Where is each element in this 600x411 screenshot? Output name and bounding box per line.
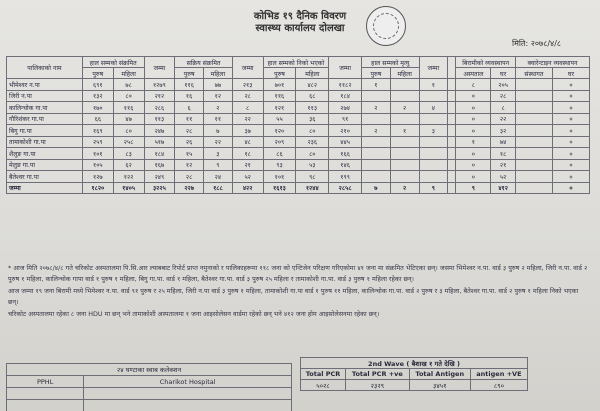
table-cell: ११६ xyxy=(175,79,204,91)
total-label: जम्मा xyxy=(7,182,83,194)
total-cell: ९ xyxy=(456,182,491,194)
table-cell: २५९ xyxy=(82,136,113,148)
wave-value: ३४५१ xyxy=(409,380,470,391)
table-cell: १५ xyxy=(175,148,204,160)
wave-value: २३२९ xyxy=(346,380,410,391)
municipality-name: मेलुङ गा.पा xyxy=(7,159,83,171)
table-cell: १८४ xyxy=(329,90,362,102)
total-cell: ७ xyxy=(362,182,391,194)
table-cell: १२१ xyxy=(263,102,296,114)
municipality-name: बिगु गा.पा xyxy=(7,125,83,137)
table-cell: १०५ xyxy=(82,159,113,171)
table-cell: २८ xyxy=(175,125,204,137)
table-cell: ० xyxy=(552,148,589,160)
table-cell: १ xyxy=(419,79,448,91)
table-cell: ११ xyxy=(204,113,233,125)
header-total: जम्मा xyxy=(329,57,362,79)
subheader-male: पुरुष xyxy=(175,68,204,79)
total-cell xyxy=(448,182,456,194)
table-cell: ० xyxy=(552,113,589,125)
subheader-hospital: अस्पताल xyxy=(456,68,491,79)
table-cell: ११८२ xyxy=(329,79,362,91)
table-cell: ८३ xyxy=(113,148,144,160)
table-cell: ० xyxy=(552,136,589,148)
total-cell: १६१३ xyxy=(263,182,296,194)
municipality-name: बैतेश्वर गा.पा xyxy=(7,171,83,183)
subheader-male: पुरुष xyxy=(82,68,113,79)
table-cell xyxy=(362,90,391,102)
table-cell xyxy=(448,148,456,160)
swab-cell xyxy=(84,400,292,411)
table-header-row xyxy=(7,57,590,68)
table-cell: २०५ xyxy=(491,79,516,91)
table-cell: १२ xyxy=(204,90,233,102)
table-cell: २६ xyxy=(175,136,204,148)
wave-table-title: 2nd Wave ( बैशाख १ गते देखि ) xyxy=(301,358,528,369)
total-cell: ३२२५ xyxy=(144,182,175,194)
total-cell: १८२० xyxy=(82,182,113,194)
swab-cell: Charikot Hospital xyxy=(84,376,292,388)
table-row xyxy=(7,148,590,160)
table-cell: १ xyxy=(390,125,419,137)
table-cell: १६९ xyxy=(82,125,113,137)
table-cell: ० xyxy=(552,125,589,137)
total-cell xyxy=(515,182,552,194)
table-cell: ० xyxy=(552,171,589,183)
table-cell: ० xyxy=(456,159,491,171)
table-cell: ५२ xyxy=(491,171,516,183)
header-deaths: हाल सम्मको मृत्यु xyxy=(362,57,419,68)
table-cell: ६२ xyxy=(113,159,144,171)
wave-header: Total Antigen xyxy=(409,369,470,380)
table-cell xyxy=(448,79,456,91)
wave-header: antigen +VE xyxy=(470,369,527,380)
table-cell: ६६ xyxy=(82,113,113,125)
note-paragraph: आज जम्मा १९ जना बिरामी मध्ये भिमेश्वर न.पा. वार्ड ९१ पुरुष र २५ महिला, जिरी न.पा वार्ड ३ पुरुष १ महिला, तामाकोशी गा.पा वार्ड १ पुरुष ११ महिला, कालिन्चोक गा.पा. वार्ड २ पुरुष र ३ महिला, बैतेश्वर गा.पा. वार्ड २ पुरुष १ महिला निको भएका छन्। xyxy=(8,287,579,306)
table-cell: २१३ xyxy=(232,79,263,91)
swab-collection-table xyxy=(6,363,292,411)
table-cell xyxy=(390,171,419,183)
note-paragraph: * आज मिति २०७८/४/८ गते चरिकोट अस्पतालमा पि.सि.आर ल्याबबाट रिपोर्ट प्राप्त नमुनाको र पालिकाहरूमा ११८ जना को एन्टिजेन परिक्षण गरिएकोमा ४१ जना मा संक्रमित भेटिएका छन्। जसमा भिमेश्वर न.पा. वार्ड ३ पुरुष २ महिला, जिरी न.पा. वार्ड २ पुरुष १ महिला, कालिन्चोक गापा वार्ड १ पुरुष १ महिला, बिगु गा.पा. वार्ड १ महिला, बैतेश्वर गा.पा. वार्ड ३ पुरुष २५ महिला र तामाकोशी गा.पा. वार्ड ३ पुरुष १ महिला रहेका छन्। xyxy=(8,264,588,283)
header-active: सक्रिय संक्रमित xyxy=(175,57,232,68)
table-cell: २२ xyxy=(232,113,263,125)
subheader-female: महिला xyxy=(204,68,233,79)
office-name: स्वास्थ्य कार्यालय दोलखा xyxy=(255,23,345,34)
table-cell: ३ xyxy=(204,148,233,160)
table-cell: १९९ xyxy=(329,171,362,183)
table-cell: ० xyxy=(552,90,589,102)
table-total-row xyxy=(7,182,590,194)
table-row xyxy=(7,159,590,171)
table-cell xyxy=(390,113,419,125)
table-cell: ३ xyxy=(419,125,448,137)
table-row xyxy=(7,113,590,125)
total-cell: २८५८ xyxy=(329,182,362,194)
municipality-name: गौरिशंकर गा.पा xyxy=(7,113,83,125)
table-cell: ३७ xyxy=(232,125,263,137)
total-cell: ४२२ xyxy=(232,182,263,194)
table-cell: ५५ xyxy=(263,113,296,125)
total-cell: १८८ xyxy=(204,182,233,194)
table-cell xyxy=(515,136,552,148)
table-cell xyxy=(419,159,448,171)
table-cell: १०१ xyxy=(263,171,296,183)
office-seal-icon xyxy=(366,6,406,46)
table-cell: २२ xyxy=(204,136,233,148)
swab-table-title: २४ घण्टाका स्वाब कलेक्शन xyxy=(7,364,292,376)
table-cell: ० xyxy=(552,159,589,171)
table-cell: ८० xyxy=(296,148,329,160)
table-cell: ४८२ xyxy=(296,79,329,91)
table-cell: १६६ xyxy=(329,148,362,160)
table-cell: २ xyxy=(362,102,391,114)
table-cell: ७ xyxy=(204,125,233,137)
municipality-name: कालिन्चोक गा.पा xyxy=(7,102,83,114)
table-cell: १ xyxy=(456,136,491,148)
municipality-name: भीमेश्वर न.पा xyxy=(7,79,83,91)
wave-value: ८९० xyxy=(470,380,527,391)
table-cell xyxy=(390,148,419,160)
table-cell: २२ xyxy=(491,113,516,125)
table-cell: ९८ xyxy=(296,171,329,183)
table-cell: ० xyxy=(456,113,491,125)
table-cell: ७४ xyxy=(491,136,516,148)
table-cell: २ xyxy=(204,102,233,114)
table-cell: १८ xyxy=(232,148,263,160)
table-cell: १८४ xyxy=(144,148,175,160)
table-cell: ३२ xyxy=(491,125,516,137)
table-cell: ५३ xyxy=(296,159,329,171)
table-cell: २ xyxy=(390,102,419,114)
table-cell xyxy=(419,136,448,148)
table-cell: १ xyxy=(362,79,391,91)
subheader-female: महिला xyxy=(296,68,329,79)
table-cell: ० xyxy=(552,102,589,114)
table-cell: १७० xyxy=(82,102,113,114)
table-cell: ३६ xyxy=(296,113,329,125)
table-cell: २१२ xyxy=(144,90,175,102)
table-cell xyxy=(515,171,552,183)
covid-summary-table xyxy=(6,56,590,194)
subheader-institutional: संस्थागत xyxy=(515,68,552,79)
table-cell xyxy=(448,102,456,114)
table-cell: २४ xyxy=(204,171,233,183)
subheader-female: महिला xyxy=(390,68,419,79)
table-cell: १६ xyxy=(175,90,204,102)
table-cell xyxy=(362,148,391,160)
header-patient-management: बिरामीको व्यवस्थापन xyxy=(456,57,516,68)
table-cell: ११३ xyxy=(296,102,329,114)
table-row xyxy=(7,90,590,102)
table-cell: ८ xyxy=(491,102,516,114)
table-cell: १३२ xyxy=(82,90,113,102)
table-cell xyxy=(390,136,419,148)
table-cell xyxy=(419,90,448,102)
table-cell: १८ xyxy=(491,148,516,160)
header-recovered: हाल सम्मको निको भएको xyxy=(263,57,329,68)
table-cell: १०१ xyxy=(82,148,113,160)
table-cell: २७४ xyxy=(329,102,362,114)
subheader-male: पुरुष xyxy=(362,68,391,79)
table-cell: ० xyxy=(456,125,491,137)
table-cell xyxy=(362,171,391,183)
table-cell: ११३ xyxy=(144,113,175,125)
swab-cell xyxy=(84,388,292,400)
table-cell: ८० xyxy=(113,125,144,137)
table-cell xyxy=(390,79,419,91)
table-cell: ० xyxy=(456,102,491,114)
table-cell xyxy=(515,148,552,160)
table-cell: ११ xyxy=(175,113,204,125)
table-row xyxy=(7,102,590,114)
note-paragraph: चरिकोट अस्पतालमा रहेका ८ जना HDU मा छन् भने तामाकोशी अस्पतालमा १ जना आइसोलेसन वार्डमा रहेको छन् भने ४१२ जना होम आइसोलेसनमा रहेका छन्। xyxy=(8,310,380,318)
table-cell: ११६ xyxy=(113,102,144,114)
table-cell: २४७ xyxy=(144,125,175,137)
table-cell xyxy=(515,102,552,114)
table-cell: ४४५ xyxy=(329,136,362,148)
table-cell: ४ xyxy=(419,102,448,114)
total-cell: १२४४ xyxy=(296,182,329,194)
total-cell: २२७ xyxy=(175,182,204,194)
total-cell: २ xyxy=(390,182,419,194)
table-cell: ८ xyxy=(456,79,491,91)
table-cell: २३६ xyxy=(296,136,329,148)
report-date: मिति: २०७८/४/८ xyxy=(512,39,562,48)
table-cell: १२२ xyxy=(113,171,144,183)
table-cell xyxy=(419,113,448,125)
table-cell: २८६ xyxy=(144,102,175,114)
table-row xyxy=(7,136,590,148)
municipality-name: तामाकोशी गा.पा xyxy=(7,136,83,148)
total-cell: १४०५ xyxy=(113,182,144,194)
table-cell: ७७ xyxy=(204,79,233,91)
table-cell: २८ xyxy=(175,171,204,183)
table-cell xyxy=(390,159,419,171)
table-cell: ६९१ xyxy=(82,79,113,91)
municipality-name: शैलुङ गा.पा xyxy=(7,148,83,160)
subheader-female: महिला xyxy=(113,68,144,79)
header-total: जम्मा xyxy=(232,57,263,79)
header-total: जम्मा xyxy=(419,57,448,79)
table-cell: २८ xyxy=(232,90,263,102)
table-cell xyxy=(362,113,391,125)
table-cell xyxy=(448,113,456,125)
table-cell: २ xyxy=(362,125,391,137)
table-cell: ५१७ xyxy=(144,136,175,148)
header-municipality: पालिकाको नाम xyxy=(7,57,83,79)
table-cell: २८ xyxy=(491,90,516,102)
table-cell: ७०१ xyxy=(263,79,296,91)
table-cell: ९३ xyxy=(263,159,296,171)
header-quarantine: क्वारेन्टाइन व्यवस्थापन xyxy=(515,57,589,68)
subheader-home: घर xyxy=(491,68,516,79)
table-cell xyxy=(419,148,448,160)
table-cell xyxy=(448,136,456,148)
table-cell: १२७९ xyxy=(144,79,175,91)
table-cell: ८६ xyxy=(263,148,296,160)
table-cell: २१० xyxy=(329,125,362,137)
header-total: जम्मा xyxy=(144,57,175,79)
report-title: कोभिड १९ दैनिक विवरण xyxy=(253,11,347,22)
table-cell: ० xyxy=(456,148,491,160)
table-row xyxy=(7,125,590,137)
table-cell: ० xyxy=(456,90,491,102)
wave-header: Total PCR +ve xyxy=(346,369,410,380)
table-cell: ० xyxy=(456,171,491,183)
table-cell: ११६ xyxy=(263,90,296,102)
table-cell: ९१ xyxy=(329,113,362,125)
table-cell xyxy=(362,136,391,148)
table-cell xyxy=(515,79,552,91)
table-subheader-row xyxy=(7,68,590,79)
table-cell: ४८ xyxy=(232,136,263,148)
table-cell: २१ xyxy=(491,159,516,171)
report-notes xyxy=(8,263,588,322)
table-cell: १२७ xyxy=(82,171,113,183)
municipality-name: जिरी न.पा xyxy=(7,90,83,102)
table-cell xyxy=(419,171,448,183)
wave-value: ५०२८ xyxy=(301,380,346,391)
table-cell: २५८ xyxy=(113,136,144,148)
table-cell: ४७ xyxy=(113,113,144,125)
table-cell: ८० xyxy=(296,125,329,137)
table-cell xyxy=(448,159,456,171)
table-row xyxy=(7,171,590,183)
table-cell: २१ xyxy=(232,159,263,171)
total-cell: ९ xyxy=(419,182,448,194)
swab-cell xyxy=(7,400,84,411)
table-cell: ५२ xyxy=(232,171,263,183)
table-cell: ६८ xyxy=(296,90,329,102)
subheader-home: घर xyxy=(552,68,589,79)
table-cell: २०९ xyxy=(263,136,296,148)
table-cell: ८० xyxy=(113,90,144,102)
table-cell: १२ xyxy=(175,159,204,171)
table-cell xyxy=(362,159,391,171)
wave-header: Total PCR xyxy=(301,369,346,380)
table-cell xyxy=(515,113,552,125)
table-cell xyxy=(515,90,552,102)
table-cell: ६ xyxy=(175,102,204,114)
table-row xyxy=(7,79,590,91)
second-wave-table xyxy=(300,357,528,391)
table-cell: १२० xyxy=(263,125,296,137)
table-cell xyxy=(390,90,419,102)
table-cell xyxy=(448,90,456,102)
table-cell xyxy=(515,125,552,137)
table-cell: ७८ xyxy=(113,79,144,91)
total-cell: ४१२ xyxy=(491,182,516,194)
header-spacer xyxy=(448,57,456,79)
table-cell: ८ xyxy=(232,102,263,114)
total-cell: ० xyxy=(552,182,589,194)
table-cell: ० xyxy=(552,79,589,91)
table-cell: १६७ xyxy=(144,159,175,171)
header-infected: हाल सम्मको संक्रमित xyxy=(82,57,144,68)
table-cell xyxy=(448,125,456,137)
swab-cell xyxy=(7,388,84,400)
subheader-male: पुरुष xyxy=(263,68,296,79)
table-cell: २४९ xyxy=(144,171,175,183)
table-cell: ९ xyxy=(204,159,233,171)
table-cell xyxy=(515,159,552,171)
table-cell: १४६ xyxy=(329,159,362,171)
table-cell xyxy=(448,171,456,183)
swab-cell: PPHL xyxy=(7,376,84,388)
